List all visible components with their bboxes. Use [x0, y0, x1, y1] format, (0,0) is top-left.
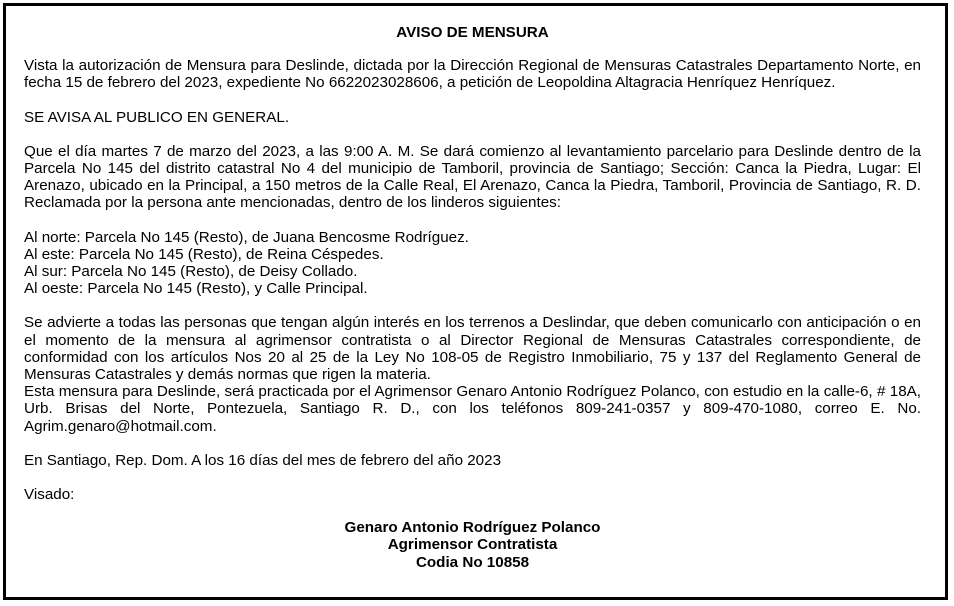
boundary-west: Al oeste: Parcela No 145 (Resto), y Calle Principal.	[24, 280, 368, 298]
notice-title: AVISO DE MENSURA	[396, 24, 549, 41]
survey-notice	[3, 3, 948, 600]
signer-role: Agrimensor Contratista	[387, 536, 558, 554]
schedule-paragraph: Que el día martes 7 de marzo del 2023, a las 9:00 A. M. Se dará comienzo al levantamiento parcelario para Deslinde dentro de la Parcela No 145 del distrito catastral No 4 del municipio de Tamboril, provincia de Santiago; Sección: Canca la Piedra, Lugar: El Arenazo, ubicado en la Principal, a 150 metros de la Calle Real, El Arenazo, Canca la Piedra, Tamboril, Provincia de Santiago, R. D. Reclamada por la persona ante mencionadas, dentro de los linderos siguientes:	[24, 142, 921, 212]
boundaries-list	[24, 229, 921, 298]
signer-name: Genaro Antonio Rodríguez Polanco	[344, 519, 601, 537]
warning-paragraph: Se advierte a todas las personas que tengan algún interés en los terrenos a Deslindar, que deben comunicarlo con anticipación o en el momento de la mensura al agrimensor contratista o al Director Regional de Mensuras Catastrales correspondiente, de conformidad con los artículos Nos 20 al 25 de la Ley No 108-05 de Registro Inmobiliario, 75 y 137 del Reglamento General de Mensuras Catastrales y demás normas que rigen la materia.	[24, 314, 921, 384]
intro-paragraph: Vista la autorización de Mensura para Deslinde, dictada por la Dirección Regional de Mensuras Catastrales Departamento Norte, en fecha 15 de febrero del 2023, expediente No 6622023028606, a petición de Leopoldina Altagracia Henríquez Henríquez.	[24, 57, 921, 92]
boundary-south: Al sur: Parcela No 145 (Resto), de Deisy Collado.	[24, 263, 358, 281]
boundary-north: Al norte: Parcela No 145 (Resto), de Juana Bencosme Rodríguez.	[24, 228, 469, 246]
signature-block	[24, 519, 921, 571]
place-date-line: En Santiago, Rep. Dom. A los 16 días del mes de febrero del año 2023	[24, 451, 502, 469]
signer-codia: Codia No 10858	[415, 553, 530, 571]
practice-paragraph: Esta mensura para Deslinde, será practicada por el Agrimensor Genaro Antonio Rodríguez Polanco, con estudio en la calle-6, # 18A, Urb. Brisas del Norte, Pontezuela, Santiago R. D., con los teléfonos 809-241-0357 y 809-470-1080, correo E. No. Agrim.genaro@hotmail.com.	[24, 383, 921, 435]
visado-label: Visado:	[24, 486, 75, 504]
boundary-east: Al este: Parcela No 145 (Resto), de Reina Céspedes.	[24, 245, 384, 263]
public-notice-line: SE AVISA AL PUBLICO EN GENERAL.	[24, 108, 290, 126]
